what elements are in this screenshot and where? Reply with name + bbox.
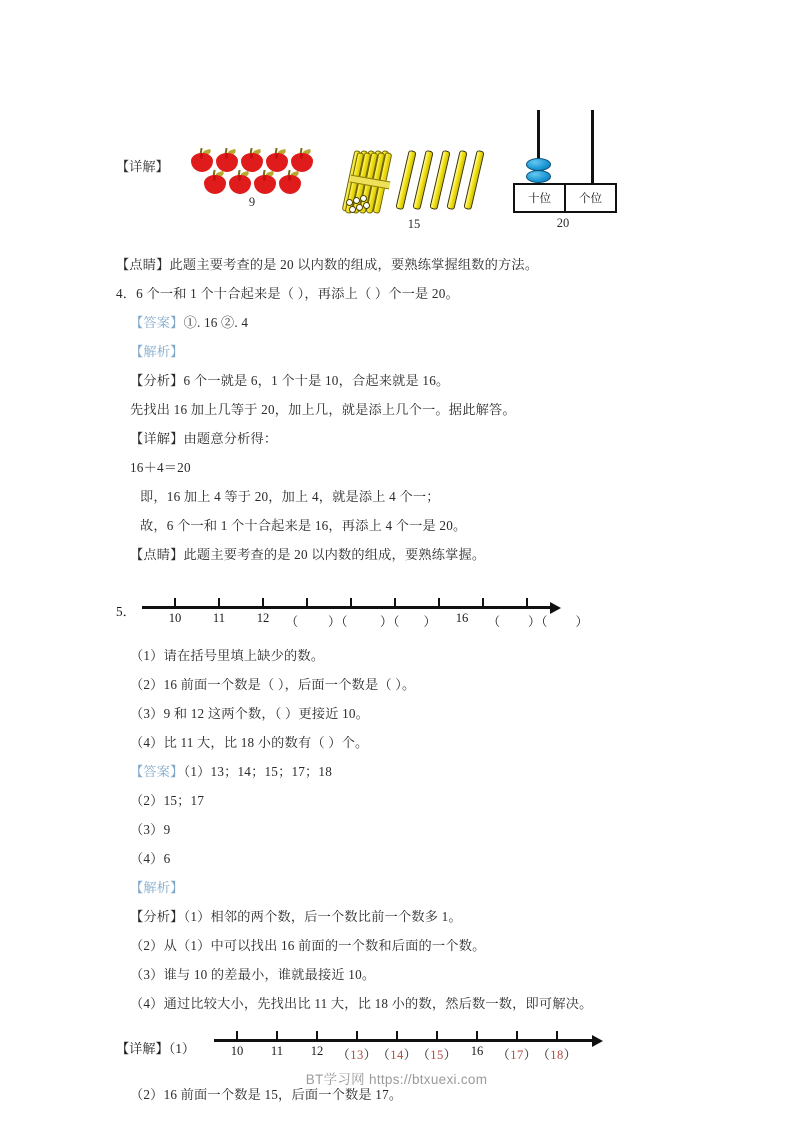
q5-detail-2: （2）16 前面一个数是 15，后面一个数是 17。: [130, 1087, 403, 1102]
sticks-group: [344, 146, 484, 216]
stick-bundle-ten: [346, 150, 392, 212]
q4-detail-line-1: 【详解】由题意分析得：: [130, 431, 278, 446]
q5-detail-prefix: 【详解】（1）: [116, 1041, 196, 1056]
q5-answer-1: （1）13；14；15；17；18: [183, 764, 333, 779]
apple-icon: [278, 170, 302, 194]
sticks-figure: [344, 146, 484, 232]
q4-analysis-line-1: 【分析】6 个一就是 6，1 个十是 10，合起来就是 16。: [130, 373, 450, 388]
apples-figure: [188, 148, 316, 210]
nl-filled-answer: （17）: [497, 1048, 537, 1062]
q5-analysis-3: （3）谁与 10 的差最小，谁就最接近 10。: [130, 967, 376, 982]
apple-icon: [240, 148, 264, 172]
q5-analysis-4: （4）通过比较大小，先找出比 11 大，比 18 小的数，然后数一数，即可解决。: [130, 996, 593, 1011]
q5-sub-2: （2）16 前面一个数是（ ），后面一个数是（ ）。: [130, 677, 416, 692]
numberline-filled: [214, 1028, 616, 1062]
q5-sub-4: （4）比 11 大，比 18 小的数有（ ）个。: [130, 735, 369, 750]
q4-answer-row: [116, 308, 716, 337]
nl-blank-paren: ）（: [380, 615, 400, 629]
q4-answer-tag: 【答案】: [130, 315, 184, 330]
nl-blank-paren: （: [285, 615, 299, 629]
nl-filled-label: 10: [230, 1044, 244, 1058]
q5-answer-2: （2）15；17: [130, 793, 205, 808]
nl-fill-18: 18: [550, 1048, 564, 1062]
q5-answer-3: （3）9: [130, 822, 171, 837]
nl-filled-label: 11: [270, 1044, 284, 1058]
nl-filled-answer: （13）: [337, 1048, 377, 1062]
abacus-caption: 20: [556, 216, 570, 230]
place-value-figure: [498, 110, 628, 231]
q4-tip: 【点睛】此题主要考查的是 20 以内数的组成，要熟练掌握。: [130, 547, 486, 562]
q4-stem: 4．6 个一和 1 个十合起来是（ ），再添上（ ）个一是 20。: [116, 286, 459, 301]
ones-rod: [591, 110, 594, 184]
q4-detail-line-4: 故，6 个一和 1 个十合起来是 16，再添上 4 个一是 20。: [140, 518, 467, 533]
apple-icon: [203, 170, 227, 194]
nl-filled-label: 12: [310, 1044, 324, 1058]
tens-place-label: 十位: [528, 193, 551, 205]
site-watermark: BT学习网 https://btxuexi.com: [305, 1072, 488, 1087]
apple-icon: [228, 170, 252, 194]
nl-blank-paren: ）（: [528, 615, 548, 629]
place-value-box: [513, 183, 617, 213]
nl-fill-14: 14: [390, 1048, 404, 1062]
apple-icon: [190, 148, 214, 172]
ones-place-label: 个位: [564, 185, 615, 211]
bead-icon: [526, 170, 551, 183]
illustration-row: [116, 138, 716, 250]
q4-detail-line-2: 16＋4＝20: [130, 460, 191, 475]
nl-blank-label: 16: [455, 611, 469, 625]
q4-answer-text: ①. 16 ②. 4: [183, 315, 249, 330]
nl-fill-13: 13: [350, 1048, 364, 1062]
q5-answer-row: [116, 757, 716, 786]
apple-icon: [265, 148, 289, 172]
q5-answer-tag: 【答案】: [130, 764, 184, 779]
q5-sub-3: （3）9 和 12 这两个数，（ ）更接近 10。: [130, 706, 370, 721]
nl-blank-paren: ）: [423, 615, 437, 629]
nl-blank-label: 12: [256, 611, 270, 625]
q5-sub-1: （1）请在括号里填上缺少的数。: [130, 648, 325, 663]
apple-row-top: [188, 148, 316, 172]
document-content: [116, 138, 716, 1109]
detail-tag-q3: 【详解】: [116, 159, 169, 174]
nl-blank-label: 10: [168, 611, 182, 625]
nl-filled-answer: （14）: [377, 1048, 417, 1062]
nl-fill-15: 15: [430, 1048, 444, 1062]
apple-icon: [290, 148, 314, 172]
stick-ends: [346, 197, 372, 215]
apple-row-bottom: [188, 170, 316, 194]
nl-blank-paren: ）: [575, 615, 589, 629]
q5-analysis-1: 【分析】（1）相邻的两个数，后一个数比前一个数多 1。: [130, 909, 462, 924]
apples-caption: 9: [248, 195, 256, 209]
q5-analysis-tag: 【解析】: [130, 880, 184, 895]
q5-analysis-2: （2）从（1）中可以找出 16 前面的一个数和后面的一个数。: [130, 938, 486, 953]
q5-index: 5．: [116, 604, 136, 619]
q4-detail-line-3: 即，16 加上 4 等于 20，加上 4，就是添上 4 个一；: [140, 489, 440, 504]
q4-analysis-line-2: 先找出 16 加上几等于 20，加上几，就是添上几个一。据此解答。: [130, 402, 516, 417]
nl-filled-label: 16: [470, 1044, 484, 1058]
q3-tip-line: 【点睛】此题主要考查的是 20 以内数的组成，要熟练掌握组数的方法。: [116, 257, 539, 272]
loose-sticks: [402, 150, 486, 212]
nl-blank-label: 11: [212, 611, 226, 625]
nl-fill-17: 17: [510, 1048, 524, 1062]
nl-filled-answer: （18）: [537, 1048, 577, 1062]
numberline-blank: [142, 595, 589, 629]
nl-blank-paren: （: [487, 615, 501, 629]
abacus-diagram: [507, 110, 619, 210]
nl-blank-paren: ）（: [328, 615, 348, 629]
apple-icon: [215, 148, 239, 172]
apple-icon: [253, 170, 277, 194]
nl-filled-answer: （15）: [417, 1048, 457, 1062]
sticks-caption: 15: [407, 217, 421, 231]
q4-analysis-tag: 【解析】: [130, 344, 184, 359]
q5-answer-4: （4）6: [130, 851, 171, 866]
q5-numberline-blank-block: [116, 595, 716, 641]
